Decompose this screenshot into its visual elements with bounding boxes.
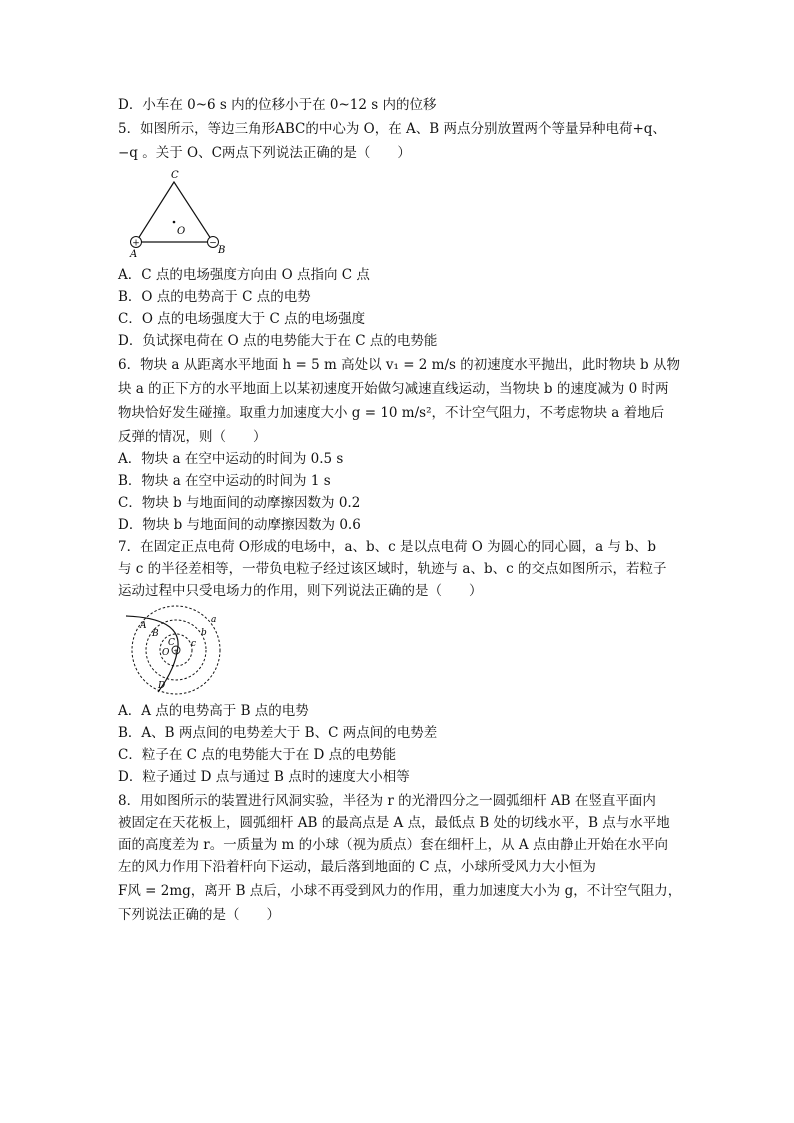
q7-option-a: A．A 点的电势高于 B 点的电势 (118, 703, 309, 719)
label-d-point: D (158, 681, 166, 691)
q6-option-b: B．物块 a 在空中运动的时间为 1 s (118, 473, 331, 489)
q5-triangle-figure (122, 168, 232, 260)
label-o: O (177, 226, 186, 237)
q6-option-c: C．物块 b 与地面间的动摩擦因数为 0.2 (118, 495, 361, 511)
q5-option-d: D．负试探电荷在 O 点的电势能大于在 C 点的电势能 (118, 333, 438, 349)
q6-stem-line-2: 块 a 的正下方的水平地面上以某初速度开始做匀减速直线运动，当物块 b 的速度减为 0 时两 (118, 381, 669, 397)
q8-stem-line-2: 被固定在天花板上，圆弧细杆 AB 的最高点是 A 点，最低点 B 处的切线水平，B 点与水平地 (118, 815, 670, 831)
q8-stem-line-3: 面的高度差为 r。一质量为 m 的小球（视为质点）套在细杆上，从 A 点由静止开始在水平向 (118, 837, 668, 853)
minus-sign: − (209, 238, 217, 249)
label-c: C (171, 170, 179, 181)
q7-concentric-circles-figure (118, 604, 228, 700)
q6-stem-line-4: 反弹的情况，则（ ） (118, 429, 267, 445)
label-ring-a: a (211, 615, 217, 625)
q5-option-c: C．O 点的电场强度大于 C 点的电场强度 (118, 311, 366, 327)
center-point-o (173, 221, 176, 224)
q7-option-b: B．A、B 两点间的电势差大于 B、C 两点间的电势差 (118, 725, 438, 741)
q6-stem-line-1: 6．物块 a 从距离水平地面 h = 5 m 高处以 v₁ = 2 m/s 的初速度水平抛出，此时物块 b 从物 (118, 357, 680, 373)
q5-option-a: A．C 点的电场强度方向由 O 点指向 C 点 (118, 267, 370, 283)
label-a-point: A (140, 621, 147, 631)
label-b: B (218, 245, 226, 256)
q8-stem-line-5: F风 = 2mg，离开 B 点后，小球不再受到风力的作用，重力加速度大小为 g，不计空气阻力， (118, 883, 682, 899)
q8-stem-line-6: 下列说法正确的是（ ） (118, 907, 280, 923)
particle-trajectory (126, 616, 178, 692)
q5-option-b: B．O 点的电势高于 C 点的电势 (118, 289, 311, 305)
q7-stem-line-3: 运动过程中只受电场力的作用，则下列说法正确的是（ ） (118, 583, 483, 599)
triangle-abc (136, 182, 213, 242)
label-ring-c: c (191, 639, 197, 649)
q7-stem-line-2: 与 c 的半径差相等，一带负电粒子经过该区域时，轨迹与 a、b、c 的交点如图所示，若粒子 (118, 561, 667, 577)
q6-option-d: D．物块 b 与地面间的动摩擦因数为 0.6 (118, 517, 361, 533)
charge-plus: + (173, 647, 179, 655)
q5-stem-line-1: 5．如图所示，等边三角形ABC的中心为 O，在 A、B 两点分别放置两个等量异种电荷+q、 (118, 121, 666, 137)
q7-option-d: D．粒子通过 D 点与通过 B 点时的速度大小相等 (118, 769, 410, 785)
label-c-point: C (168, 638, 175, 648)
q7-stem-line-1: 7．在固定正点电荷 O形成的电场中，a、b、c 是以点电荷 O 为圆心的同心圆，a 与 b、b (118, 539, 657, 555)
q8-stem-line-1: 8．用如图所示的装置进行风洞实验，半径为 r 的光滑四分之一圆弧细杆 AB 在竖直平面内 (118, 793, 656, 809)
q5-stem-line-2: −q 。关于 O、C两点下列说法正确的是（ ） (118, 145, 411, 161)
q6-stem-line-3: 物块恰好发生碰撞。取重力加速度大小 g = 10 m/s²，不计空气阻力，不考虑物块 a 着地后 (118, 405, 665, 421)
q4-option-d: D．小车在 0~6 s 内的位移小于在 0~12 s 内的位移 (118, 97, 437, 113)
label-ring-b: b (201, 628, 207, 638)
q7-option-c: C．粒子在 C 点的电势能大于在 D 点的电势能 (118, 747, 397, 763)
plus-sign: + (132, 238, 140, 249)
q6-option-a: A．物块 a 在空中运动的时间为 0.5 s (118, 451, 344, 467)
label-b-point: B (152, 629, 159, 639)
q8-stem-line-4: 左的风力作用下沿着杆向下运动，最后落到地面的 C 点，小球所受风力大小恒为 (118, 859, 596, 875)
label-a: A (130, 249, 138, 260)
label-o-center: O (162, 648, 170, 658)
